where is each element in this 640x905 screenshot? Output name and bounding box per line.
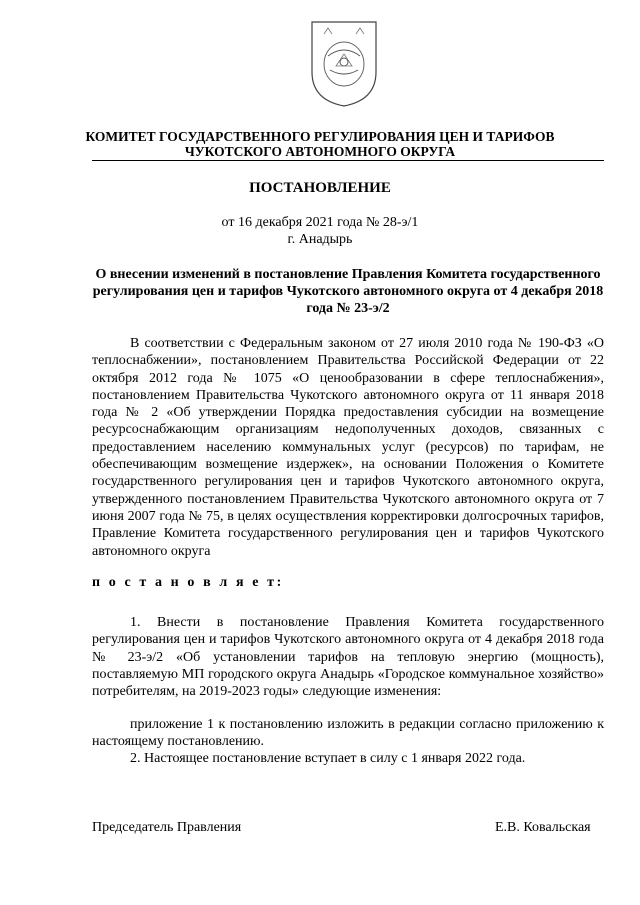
organization-name-line2: ЧУКОТСКОГО АВТОНОМНОГО ОКРУГА xyxy=(184,144,456,159)
signatory-position: Председатель Правления xyxy=(92,820,242,835)
preamble-paragraph: В соответствии с Федеральным законом от 27 июля 2010 года № 190-ФЗ «О теплоснабжении», постановлением Правительства Российской Федерации от 22 октября 2012 года № 1075 «О ценообразовании в сфере теплоснабжения», постановлением Правительства Чукотского автономного округа от 11 января 2018 года № 2 «Об утверждении Порядка предоставления субсидии на возмещение ресурсоснабжающим организациям недополученных доходов, связанных с предоставлением населению коммунальных услуг (ресурсов) по тарифам, не обеспечивающим возмещение издержек», на основании Положения о Комитете государственного регулирования цен и тарифов Чукотского автономного округа, утвержденного постановлением Правительства Чукотского автономного округа от 7 июня 2007 года № 75, в целях осуществления корректировки долгосрочных тарифов, Правление Комитета государственного регулирования цен и тарифов Чукотского автономного округа xyxy=(92,336,604,559)
document-type-title: ПОСТАНОВЛЕНИЕ xyxy=(249,180,391,196)
decree-item-2: 2. Настоящее постановление вступает в силу с 1 января 2022 года. xyxy=(130,751,526,766)
document-subject: О внесении изменений в постановление Правления Комитета государственного регулирования цен и тарифов Чукотского автономного округа от 4 декабря 2018 года № 23-э/2 xyxy=(92,267,604,316)
document-date-number: от 16 декабря 2021 года № 28-э/1 xyxy=(221,215,419,230)
decree-item-1-subitem: приложение 1 к постановлению изложить в редакции согласно приложению к настоящему постановлению. xyxy=(92,717,604,750)
header-divider xyxy=(92,160,604,161)
decree-item-1: 1. Внести в постановление Правления Комитета государственного регулирования цен и тарифов Чукотского автономного округа от 4 декабря 2018 года № 23-э/2 «Об установлении тарифов на тепловую энергию (мощность), поставляемую МП городского округа Анадырь «Городское коммунальное хозяйство» потребителям, на 2019-2023 годы» следующие изменения: xyxy=(92,615,604,700)
signatory-name: Е.В. Ковальская xyxy=(495,820,591,835)
document-city: г. Анадырь xyxy=(287,232,353,247)
coat-of-arms-emblem xyxy=(308,14,380,110)
decree-word: п о с т а н о в л я е т: xyxy=(92,575,284,590)
organization-name-line1: КОМИТЕТ ГОСУДАРСТВЕННОГО РЕГУЛИРОВАНИЯ ЦЕН И ТАРИФОВ xyxy=(85,129,555,144)
